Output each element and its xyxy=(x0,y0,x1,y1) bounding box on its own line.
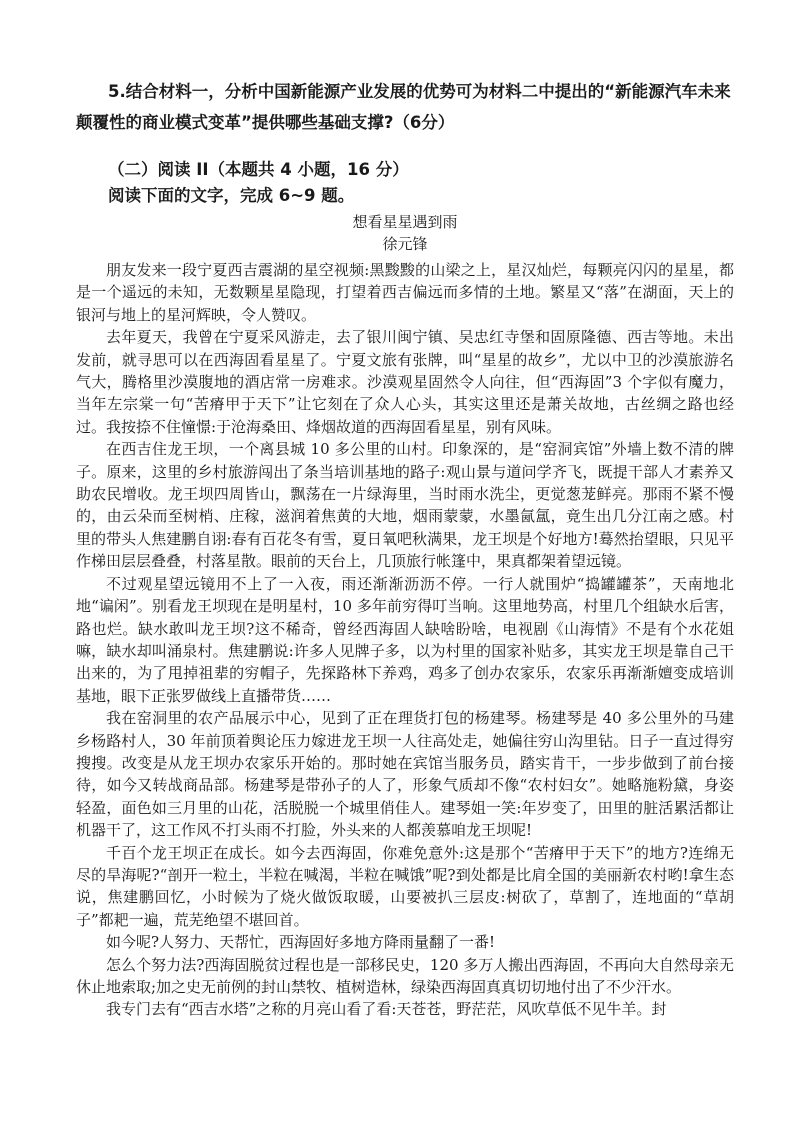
article-author: 徐元锋 xyxy=(382,235,428,253)
article-title: 想看星星遇到雨 xyxy=(352,213,458,231)
section-heading: （二）阅读 II（本题共 4 小题，16 分） xyxy=(108,160,409,179)
paragraph: 我在窑洞里的农产品展示中心，见到了正在理货打包的杨建琴。杨建琴是 40 多公里外的马建乡杨路村人，30 年前顶着舆论压力嫁进龙王坝一人往高处走，她偏往穷山沟里钻。日子一直过得穷搜搜。改变是从龙王坝办农家乐开始的。那时她在宾馆当服务员，踏实肯干，一步步做到了前台接待，如今又转战商品部。杨建琴是带孙子的人了，形象气质却不像“农村妇女”。她略施粉黛，身姿轻盈，面色如三月里的山花，活脱脱一个城里俏佳人。建琴姐一笑:年岁变了，田里的脏活累活都让机器干了，这工作风不打头雨不打脸，外头来的人都羡慕咱龙王坝呢! xyxy=(76,709,734,840)
article-body xyxy=(76,259,734,1021)
paragraph: 怎么个努力法?西海固脱贫过程也是一部移民史，120 多万人搬出西海固，不再向大自然母亲无休止地索取;加之史无前例的封山禁牧、植树造林，绿染西海固真真切切地付出了不少汗水。 xyxy=(76,955,734,996)
paragraph: 如今呢?人努力、天帮忙，西海固好多地方降雨量翻了一番! xyxy=(106,933,496,952)
paragraph: 千百个龙王坝正在成长。如今去西海固，你难免意外:这是那个“苦瘠甲于天下”的地方?连绵无尽的旱海呢?“剖开一粒土，半粒在喊渴，半粒在喊饿”呢?到处都是比肩全国的美丽新农村哟!拿生态说，焦建鹏回忆，小时候为了烧火做饭取暖，山要被扒三层皮:树砍了，草割了，连地面的“草胡子”都耙一遍，荒芜绝望不堪回首。 xyxy=(76,843,734,929)
section-instruction: 阅读下面的文字，完成 6~9 题。 xyxy=(108,186,355,205)
paragraph: 朋友发来一段宁夏西吉震湖的星空视频:黑黢黢的山梁之上，星汉灿烂，每颗亮闪闪的星星，都是一个遥远的未知，无数颗星星隐现，打望着西吉偏远而多情的土地。繁星又“落”在湖面，天上的银河与地上的星河辉映，令人赞叹。 xyxy=(76,261,734,324)
paragraph: 不过观星望远镜用不上了一入夜，雨还渐渐沥沥不停。一行人就围炉“捣罐罐茶”，天南地北地“谝闲”。别看龙王坝现在是明星村，10 多年前穷得叮当响。这里地势高，村里几个组缺水后害，路也烂。缺水敢叫龙王坝?这不稀奇，曾经西海固人缺啥盼啥，电视剧《山海情》不是有个水花姐嘛，缺水却叫涌泉村。焦建鹏说:许多人见牌子多，以为村里的国家补贴多，其实龙王坝是靠自己干出来的，为了甩掉祖辈的穷帽子，先探路林下养鸡，鸡多了创办农家乐，农家乐再渐渐嬗变成培训基地，眼下正张罗做线上直播带货…… xyxy=(76,574,734,705)
question-5: 5.结合材料一，分析中国新能源产业发展的优势可为材料二中提出的“新能源汽车未来颠覆性的商业模式变革”提供哪些基础支撑?（6分） xyxy=(76,82,731,132)
paragraph: 去年夏天，我曾在宁夏采风游走，去了银川闽宁镇、吴忠红寺堡和固原隆德、西吉等地。未出发前，就寻思可以在西海固看星星了。宁夏文旅有张牌，叫“星星的故乡”，尤以中卫的沙漠旅游名气大，腾格里沙漠腹地的酒店常一房难求。沙漠观星固然令人向往，但“西海固”3 个字似有魔力，当年左宗棠一句“苦瘠甲于天下”让它刻在了众人心头，其实这里还是萧关故地，古丝绸之路也经过。我按捺不住憧憬:于沧海桑田、烽烟故道的西海固看星星，别有风味。 xyxy=(76,328,734,436)
paragraph: 在西吉住龙王坝，一个离县城 10 多公里的山村。印象深的，是“窑洞宾馆”外墙上数不清的牌子。原来，这里的乡村旅游闯出了条当培训基地的路子:观山景与道问学齐飞，既提干部人才素养又助农民增收。龙王坝四周皆山，飘荡在一片绿海里，当时雨水洗尘，更觉葱茏鲜亮。那雨不紧不慢的，由云朵而至树梢、庄稼，滋润着焦黄的大地，烟雨蒙蒙，水墨氤氲，竟生出几分江南之感。村里的带头人焦建鹏自诩:春有百花冬有雪，夏日氧吧秋满果，龙王坝是个好地方!蓦然抬望眼，只见平作梯田层层叠叠，村落星散。眼前的天台上，几顶旅行帐篷中，果真都架着望远镜。 xyxy=(76,440,734,571)
paragraph: 我专门去有“西吉水塔”之称的月亮山看了看:天苍苍，野茫茫，风吹草低不见牛羊。封 xyxy=(106,1000,667,1019)
